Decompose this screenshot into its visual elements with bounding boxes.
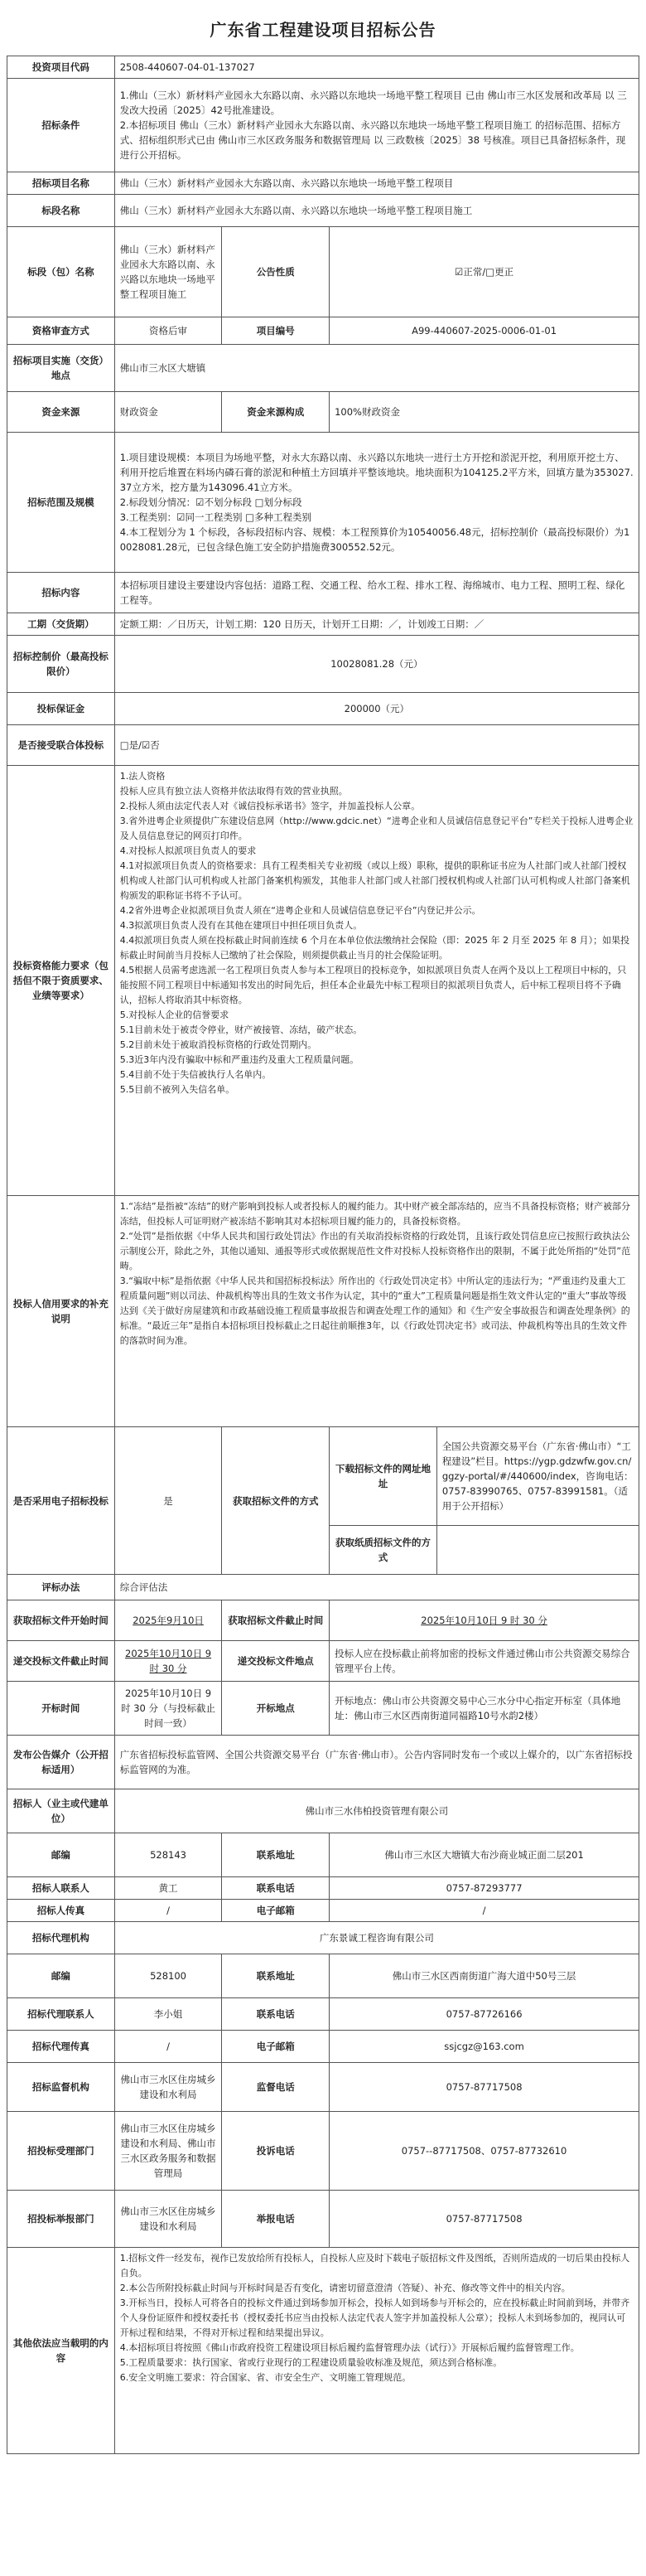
row-review [7,317,639,345]
agency-value: 广东景诚工程咨询有限公司 [114,1922,639,1954]
scope-text: 1.项目建设规模：本项目为场地平整，对永大东路以南、永兴路以东地块一进行土方开挖和淤泥开挖，利用原开挖土方、利用开挖后堆置在料场内磷石膏的淤泥和种植土方回填并平整该地块。地块面积为104125.2平方米，回填方量为353027.37立方米，挖方量为143096.41立方米。 2.标段划分情况：☑不划分标段 □划分标段 3.工程类别：☑同一工程类别 □多种工程类别 4.本工程划分为 1 个标段，各标段招标内容、规模：本工程预算价为10540056.48元，招标控制价（最高投标限价）为10028081.28元，已包含绿色施工安全防护措施费300552.52元。 [114,433,639,573]
media-value: 广东省招标投标监管网、全国公共资源交易平台（广东省·佛山市）。公告内容同时发布一个或以上媒介的，以广东省招标投标监管网的为准。 [114,1736,639,1789]
content-text: 本招标项目建设主要建设内容包括：道路工程、交通工程、给水工程、排水工程、海绵城市、电力工程、照明工程、绿化工程等。 [114,573,639,613]
online-label: 是否采用电子招标投标 [7,1427,115,1575]
other-label: 其他依法应当载明的内容 [7,2248,115,2454]
row-tender-name [7,195,639,227]
row-location [7,345,639,392]
funding-label: 资金来源 [7,392,115,433]
download-addr-text[interactable]: 全国公共资源交易平台（广东省·佛山市）“工程建设”栏目。https://ygp.gdzwfw.gov.cn/ggzy-portal/#/440600/index，咨询电话：0757-83990765、0757-83991581。（适用于公开招标） [436,1427,639,1526]
row-deposit [7,693,639,725]
paper-docs-label: 获取纸质招标文件的方式 [330,1526,437,1575]
submit-label: 递交投标文件截止时间 [7,1641,115,1682]
row-consortium [7,725,639,766]
row-credit [7,1196,639,1427]
other-text: 1.招标文件一经发布，视作已发放给所有投标人，自投标人应及时下载电子版招标文件及图纸，否则所造成的一切后果由投标人自负。 2.本公告所附投标截止时间与开标时间是否有变化，请密切留意澄清（答疑）、补充、修改等文件中的相关内容。 3.开标当日，投标人可将各自的投标文件通过到场参加开标会，投标人如到场参与开标会的，应在投标截止时间前到场，并带齐个人身份证原件和授权委托书（授权委托书应当由投标人法定代表人签字并加盖投标人公章）；投标人未到场参加的，视同认可开标过程和结果，不得对开标过程和结果提出异议。 4.本招标项目将按照《佛山市政府投资工程建设项目标后履约监督管理办法（试行）》开展标后履约监督管理工作。 5.工程质量要求：执行国家、省或行业现行的工程建设质量验收标准及规范，须达到合格标准。 6.安全文明施工要求：符合国家、省、市安全生产、文明施工管理规范。 [114,2248,639,2454]
complaint-tel-value: 0757--87717508、0757-87732610 [330,2112,639,2191]
supervisor-label: 招标监督机构 [7,2063,115,2112]
funding-value: 财政资金 [114,392,222,433]
tip-tel-value: 0757-87717508 [330,2191,639,2248]
row-tenderer-contact [7,1877,639,1900]
content-label: 招标内容 [7,573,115,613]
row-agency-fax [7,2031,639,2063]
row-agency-contact [7,1998,639,2031]
conditions-label: 招标条件 [7,79,115,172]
review-label: 资格审查方式 [7,317,115,345]
review-value: 资格后审 [114,317,222,345]
qualification-text: 1.法人资格 投标人应具有独立法人资格并依法取得有效的营业执照。 2.投标人须由法定代表人对《诚信投标承诺书》签字，并加盖投标人公章。 3.省外进粤企业须提供广东建设信息网（http://www.gdcic.net）“进粤企业和人员诚信信息登记平台”专栏关于投标人进粤企业及人员信息登记的网页打印件。 4.对投标人拟派项目负责人的要求 4.1对拟派项目负责人的资格要求：具有工程类相关专业初级（或以上级）职称，提供的职称证书应为人社部门或人社部门授权机构或人社部门认可机构或人社部门备案机构颁发，其他非人社部门或人社部门授权机构或人社部门认可机构或人社部门备案机构颁发的职称证书将不予认可。 4.2省外进粤企业拟派项目负责人须在“进粤企业和人员诚信信息登记平台”内登记并公示。 4.3拟派项目负责人没有在其他在建项目中担任项目负责人。 4.4拟派项目负责人须在投标截止时间前连续 6 个月在本单位依法缴纳社会保险（即：2025 年 2 月至 2025 年 8 月）；如果投标截止时间前当月投标人已缴纳了社会保险，则须提供截止当月的社会保险证明。 4.5根据人员需考虑选派一名工程项目负责人参与本工程项目的投标竞争，如拟派项目负责人在两个及以上工程项目中标的，只能按照不同工程项目中标通知书发出的时间先后，担任本企业最先中标工程项目的拟派项目负责人，后中标工程项目将不予确认，招标人将取消其中标资格。 5.对投标人企业的信誉要求 5.1目前未处于被责令停业，财产被接管、冻结，破产状态。 5.2目前未处于被取消投标资格的行政处罚期内。 5.3近3年内没有骗取中标和严重违约及重大工程质量问题。 5.4目前不处于失信被执行人名单内。 5.5目前不被列入失信名单。 [114,766,639,1196]
nature-label: 公告性质 [222,227,330,317]
row-project-code [7,56,639,79]
open-label: 开标时间 [7,1682,115,1736]
get-end-value: 2025年10月10日 9 时 30 分 [330,1600,639,1641]
row-qualification [7,766,639,1196]
agency-tel-value: 0757-87726166 [330,1998,639,2031]
announcement-table [7,56,639,2454]
project-number-label: 项目编号 [222,317,330,345]
row-complaint [7,2112,639,2191]
project-number-value: A99-440607-2025-0006-01-01 [330,317,639,345]
row-tenderer-post [7,1833,639,1877]
row-agency-post [7,1954,639,1998]
tenderer-fax-value: / [114,1900,222,1922]
tenderer-addr-label: 联系地址 [222,1833,330,1877]
agency-contact-label: 招标代理联系人 [7,1998,115,2031]
agency-contact-value: 李小姐 [114,1998,222,2031]
deposit-label: 投标保证金 [7,693,115,725]
agency-post-value: 528100 [114,1954,222,1998]
conditions-text: 1.佛山（三水）新材料产业园永大东路以南、永兴路以东地块一场地平整工程项目 已由 佛山市三水区发展和改革局 以 三发改大投函〔2025〕42号批准建设。 2.本招标项目 佛山（三水）新材料产业园永大东路以南、永兴路以东地块一场地平整工程项目施工 的招标范围、招标方式、招标组织形式已由 佛山市三水区政务服务和数据管理局 以 三政数核〔2025〕38 号核准。项目已具备招标条件，现进行公开招标。 [114,79,639,172]
open-value: 2025年10月10日 9 时 30 分（与投标截止时间一致） [114,1682,222,1736]
credit-text: 1.“冻结”是指被“冻结”的财产影响到投标人或者投标人的履约能力。其中财产被全部冻结的，应当不具备投标资格；财产被部分冻结，但投标人可证明财产被冻结不影响其对本招标项目履约能力的，具备投标资格。 2.“处罚”是指依据《中华人民共和国行政处罚法》作出的有关取消投标资格的行政处罚，且该行政处罚信息应已按照行政执法公示制度公开，除此之外，其他以通知、通报等形式或依据规范性文件对投标人投标资格作出的限制，不属于此处所指的“处罚”范畴。 3.“骗取中标”是指依据《中华人民共和国招标投标法》所作出的《行政处罚决定书》中所认定的违法行为；“严重违约及重大工程质量问题”则以司法、仲裁机构等出具的生效文书作为认定，其中的“重大”工程质量问题是指生效文件认定的“重大”事故等级达到《关于做好房屋建筑和市政基础设施工程质量事故报告和调查处理工作的通知》和《生产安全事故报告和调查处理条例》的标准。“最近三年”是指自本招标项目投标截止之日起往前顺推3年，以《行政处罚决定书》或司法、仲裁机构等出具的生效文件的落款时间为准。 [114,1196,639,1427]
nature-value: ☑正常/□更正 [330,227,639,317]
tender-name-value: 佛山（三水）新材料产业园永大东路以南、永兴路以东地块一场地平整工程项目施工 [114,195,639,227]
get-start-value: 2025年9月10日 [114,1600,222,1641]
paper-docs-value [436,1526,639,1575]
tip-label: 招投标举报部门 [7,2191,115,2248]
consortium-value: □是/☑否 [114,725,639,766]
online-value: 是 [114,1427,222,1575]
package-label: 标段（包）名称 [7,227,115,317]
method-label: 评标办法 [7,1575,115,1600]
get-start-label: 获取招标文件开始时间 [7,1600,115,1641]
row-online-1 [7,1427,639,1526]
package-value: 佛山（三水）新材料产业园永大东路以南、永兴路以东地块一场地平整工程项目施工 [114,227,222,317]
supervisor-value: 佛山市三水区住房城乡建设和水利局 [114,2063,222,2112]
row-tip [7,2191,639,2248]
submit-place-label: 递交投标文件地点 [222,1641,330,1682]
max-price-label: 招标控制价（最高投标限价） [7,636,115,693]
row-package [7,227,639,317]
agency-label: 招标代理机构 [7,1922,115,1954]
row-open [7,1682,639,1736]
row-scope [7,433,639,573]
row-tenderer [7,1789,639,1833]
tender-name-label: 标段名称 [7,195,115,227]
agency-addr-label: 联系地址 [222,1954,330,1998]
row-funding [7,392,639,433]
row-other [7,2248,639,2454]
consortium-label: 是否接受联合体投标 [7,725,115,766]
tenderer-fax-label: 招标人传真 [7,1900,115,1922]
agency-fax-label: 招标代理传真 [7,2031,115,2063]
open-place-label: 开标地点 [222,1682,330,1736]
get-end-label: 获取招标文件截止时间 [222,1600,330,1641]
tenderer-mail-value: / [330,1900,639,1922]
period-text: 定额工期：／日历天，计划工期：120 日历天，计划开工日期：／，计划竣工日期：／ [114,613,639,636]
tenderer-post-label: 邮编 [7,1833,115,1877]
row-conditions [7,79,639,172]
get-docs-label: 获取招标文件的方式 [222,1427,330,1575]
tenderer-post-value: 528143 [114,1833,222,1877]
period-label: 工期（交货期） [7,613,115,636]
submit-value: 2025年10月10日 9 时 30 分 [114,1641,222,1682]
agency-addr-value: 佛山市三水区西南街道广海大道中50号三层 [330,1954,639,1998]
agency-tel-label: 联系电话 [222,1998,330,2031]
row-period [7,613,639,636]
row-method [7,1575,639,1600]
method-value: 综合评估法 [114,1575,639,1600]
supervisor-tel-value: 0757-87717508 [330,2063,639,2112]
media-label: 发布公告媒介（公开招标适用） [7,1736,115,1789]
max-price-value: 10028081.28（元） [114,636,639,693]
download-addr-label: 下载招标文件的网址地址 [330,1427,437,1526]
page-title: 广东省工程建设项目招标公告 [210,20,436,40]
location-label: 招标项目实施（交货）地点 [7,345,115,392]
tenderer-tel-value: 0757-87293777 [330,1877,639,1900]
tenderer-addr-value: 佛山市三水区大塘镇大布沙商业城正面二层201 [330,1833,639,1877]
supervisor-tel-label: 监督电话 [222,2063,330,2112]
complaint-tel-label: 投诉电话 [222,2112,330,2191]
row-project-name [7,172,639,195]
tenderer-mail-label: 电子邮箱 [222,1900,330,1922]
tenderer-contact-label: 招标人联系人 [7,1877,115,1900]
tenderer-contact-value: 黄工 [114,1877,222,1900]
credit-label: 投标人信用要求的补充说明 [7,1196,115,1427]
tenderer-value: 佛山市三水伟柏投资管理有限公司 [114,1789,639,1833]
project-name-label: 招标项目名称 [7,172,115,195]
agency-post-label: 邮编 [7,1954,115,1998]
funding-ratio-label: 资金来源构成 [222,392,330,433]
row-content [7,573,639,613]
scope-label: 招标范围及规模 [7,433,115,573]
row-supervisor [7,2063,639,2112]
deposit-value: 200000（元） [114,693,639,725]
row-media [7,1736,639,1789]
agency-fax-value: / [114,2031,222,2063]
agency-mail-label: 电子邮箱 [222,2031,330,2063]
tenderer-label: 招标人（业主或代建单位） [7,1789,115,1833]
project-code-value: 2508-440607-04-01-137027 [114,56,639,79]
project-code-label: 投资项目代码 [7,56,115,79]
complaint-value: 佛山市三水区住房城乡建设和水利局、佛山市三水区政务服务和数据管理局 [114,2112,222,2191]
location-value: 佛山市三水区大塘镇 [114,345,639,392]
row-agency [7,1922,639,1954]
row-tenderer-fax [7,1900,639,1922]
qualification-label: 投标资格能力要求（包括但不限于资质要求、业绩等要求） [7,766,115,1196]
open-place-value: 开标地点：佛山市公共资源交易中心三水分中心指定开标室（具体地址：佛山市三水区西南街道同福路10号水韵2楼） [330,1682,639,1736]
tenderer-tel-label: 联系电话 [222,1877,330,1900]
funding-ratio-value: 100%财政资金 [330,392,639,433]
row-get-time [7,1600,639,1641]
submit-place-value: 投标人应在投标截止前将加密的投标文件通过佛山市公共资源交易综合管理平台上传。 [330,1641,639,1682]
project-name-value: 佛山（三水）新材料产业园永大东路以南、永兴路以东地块一场地平整工程项目 [114,172,639,195]
tip-value: 佛山市三水区住房城乡建设和水利局 [114,2191,222,2248]
row-submit [7,1641,639,1682]
row-max-price [7,636,639,693]
agency-mail-value: ssjcgz@163.com [330,2031,639,2063]
tip-tel-label: 举报电话 [222,2191,330,2248]
complaint-label: 招投标受理部门 [7,2112,115,2191]
